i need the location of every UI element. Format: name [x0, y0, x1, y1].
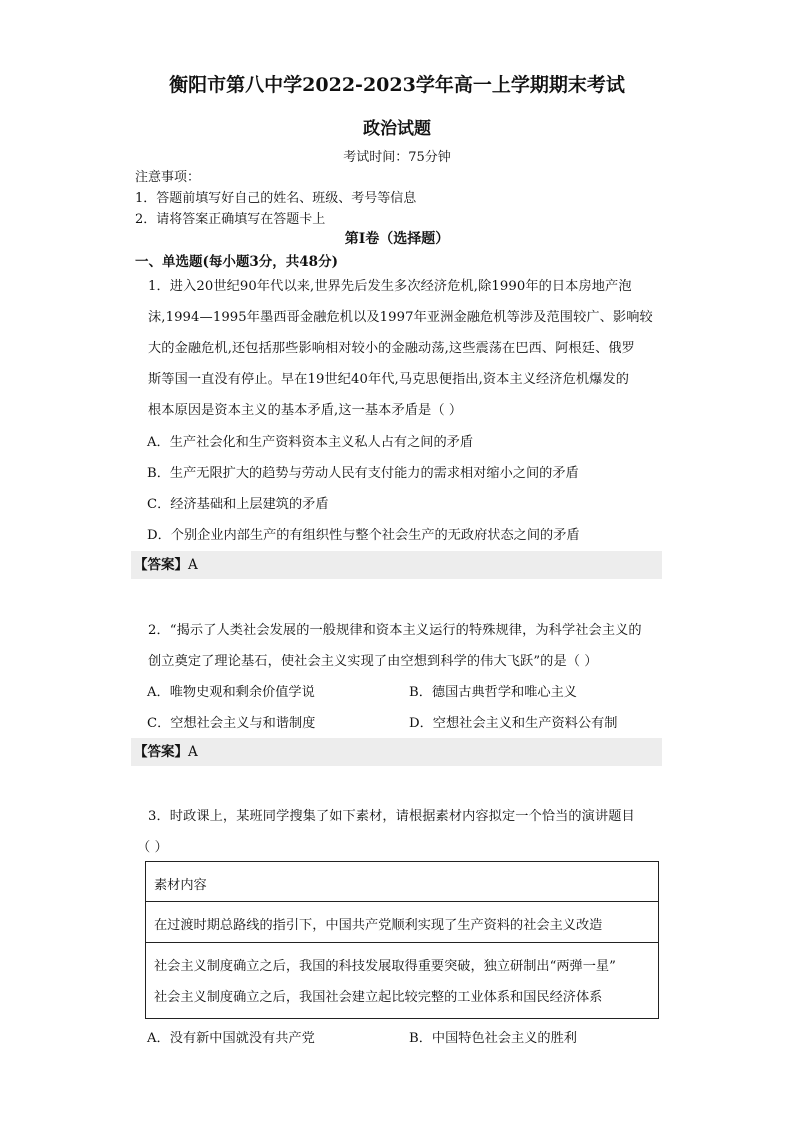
- notes-heading: 注意事项：: [135, 170, 201, 185]
- q1-answer-label: 【答案】: [134, 557, 188, 573]
- q3-option-a: A．没有新中国就没有共产党: [147, 1031, 315, 1046]
- q2-line-2: 创立奠定了理论基石，使社会主义实现了由空想到科学的伟大飞跃”的是（ ）: [148, 654, 598, 669]
- material-table-row-2: [146, 943, 658, 1018]
- material-table: [145, 861, 659, 1019]
- q2-option-d: D．空想社会主义和生产资料公有制: [409, 716, 618, 731]
- q2-answer-box: [131, 738, 662, 766]
- material-table-row-1: [146, 902, 658, 943]
- material-row-1-text: 在过渡时期总路线的指引下，中国共产党顺利实现了生产资料的社会主义改造: [154, 918, 603, 933]
- material-row-2-text-a: 社会主义制度确立之后，我国的科技发展取得重要突破，独立研制出“两弹一星”: [154, 959, 616, 974]
- q2-answer: A: [188, 744, 198, 760]
- q1-line-2: 沫,1994—1995年墨西哥金融危机以及1997年亚洲金融危机等涉及范围较广、影响较: [148, 310, 653, 325]
- q1-option-b: B．生产无限扩大的趋势与劳动人民有支付能力的需求相对缩小之间的矛盾: [147, 466, 579, 481]
- q1-line-3: 大的金融危机,还包括那些影响相对较小的金融动荡,这些震荡在巴西、阿根廷、俄罗: [148, 341, 635, 356]
- note-item-1: 1．答题前填写好自己的姓名、班级、考号等信息: [135, 191, 417, 206]
- q1-line-1: 1．进入20世纪90年代以来,世界先后发生多次经济危机,除1990年的日本房地产泡: [148, 279, 632, 294]
- q1-answer-box: [131, 551, 662, 579]
- q3-line-1: 3．时政课上，某班同学搜集了如下素材，请根据素材内容拟定一个恰当的演讲题目: [148, 809, 635, 824]
- exam-title: 衡阳市第八中学2022-2023学年高一上学期期末考试: [169, 74, 625, 96]
- q1-answer: A: [188, 557, 198, 573]
- material-row-2-text-b: 社会主义制度确立之后，我国社会建立起比较完整的工业体系和国民经济体系: [154, 990, 603, 1005]
- q1-line-5: 根本原因是资本主义的基本矛盾,这一基本矛盾是（ ）: [148, 403, 463, 418]
- q2-option-a: A．唯物史观和剩余价值学说: [147, 685, 315, 700]
- q2-answer-label: 【答案】: [134, 744, 188, 760]
- q2-line-1: 2．“揭示了人类社会发展的一般规律和资本主义运行的特殊规律，为科学社会主义的: [148, 623, 642, 638]
- exam-time: 考试时间：75分钟: [343, 150, 451, 165]
- q1-line-4: 斯等国一直没有停止。早在19世纪40年代,马克思便指出,资本主义经济危机爆发的: [148, 372, 630, 387]
- q3-line-2: （ ）: [137, 840, 168, 855]
- q3-option-b: B．中国特色社会主义的胜利: [409, 1031, 577, 1046]
- q1-option-d: D．个别企业内部生产的有组织性与整个社会生产的无政府状态之间的矛盾: [147, 528, 580, 543]
- material-table-header-row: [146, 862, 658, 902]
- q1-option-c: C．经济基础和上层建筑的矛盾: [147, 497, 329, 512]
- section-title: 第I卷（选择题）: [344, 231, 450, 247]
- material-table-header: 素材内容: [154, 878, 207, 893]
- q2-option-c: C．空想社会主义与和谐制度: [147, 716, 316, 731]
- q1-option-a: A．生产社会化和生产资料资本主义私人占有之间的矛盾: [147, 435, 474, 450]
- subject-title: 政治试题: [363, 119, 431, 139]
- q2-option-b: B．德国古典哲学和唯心主义: [409, 685, 577, 700]
- note-item-2: 2．请将答案正确填写在答题卡上: [135, 212, 326, 227]
- part-heading: 一、单选题(每小题3分，共48分): [135, 254, 338, 270]
